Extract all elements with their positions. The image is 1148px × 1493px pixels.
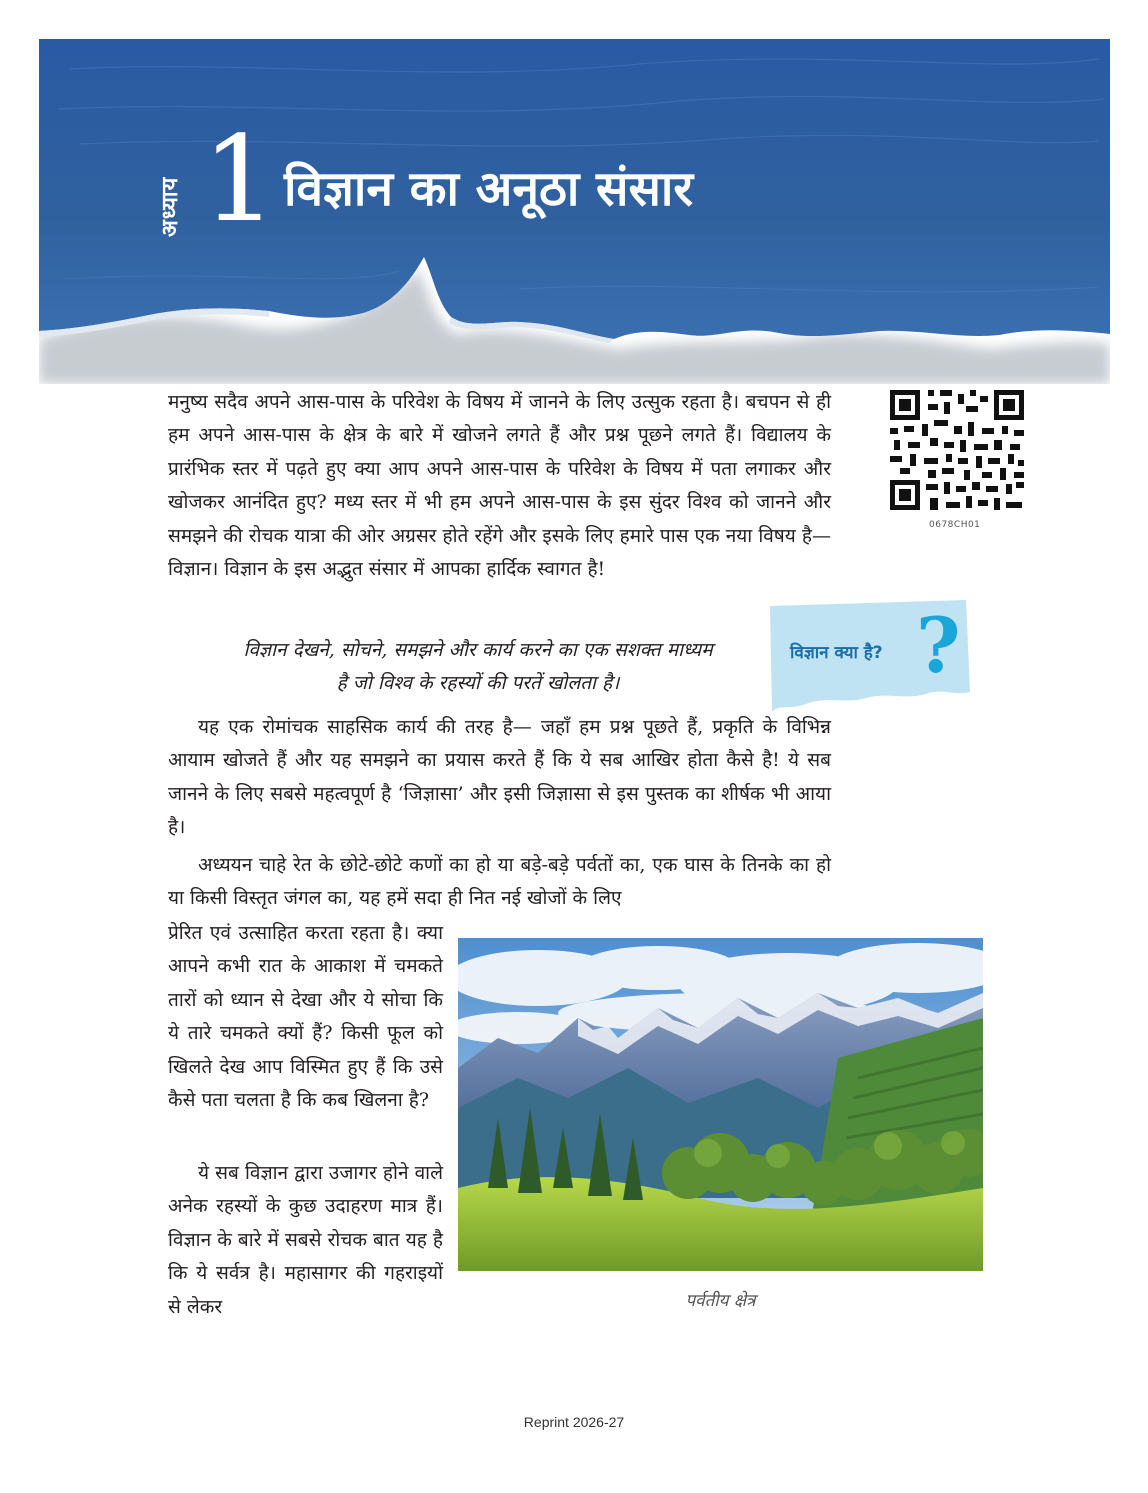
figure-caption: पर्वतीय क्षेत्र — [685, 1291, 756, 1311]
paragraph-study: अध्ययन चाहे रेत के छोटे-छोटे कणों का हो या बड़े-बड़े पर्वतों का, एक घास के तिनके का हो या किसी विस्तृत जंगल का, यह हमें सदा ही नित नई खोजों के लिए — [168, 854, 832, 910]
chapter-label: अध्याय — [157, 176, 183, 238]
qr-code-graphic — [886, 386, 1028, 514]
quote-line-2: है जो विश्व के रहस्यों की परतें खोलता है। — [336, 672, 620, 695]
intro-paragraph: मनुष्य सदैव अपने आस-पास के परिवेश के विषय में जानने के लिए उत्सुक रहता है। बचपन से ही हम अपने आस-पास के क्षेत्र के बारे में खोजने लगते हैं और प्रश्न पूछने लगते हैं। विद्यालय के प्रारंभिक स्तर में पढ़ते हुए क्या आप अपने आस-पास के परिवेश के विषय में पता लगाकर और खोजकर आनंदित हुए? मध्य स्तर में भी हम अपने आस-पास के इस सुंदर विश्व को जानने और समझने की रोचक यात्रा की ओर अग्रसर होते रहेंगे और इसके लिए हमारे पास एक नया विषय है— विज्ञान। विज्ञान के इस अद्भुत संसार में आपका हार्दिक स्वागत है! — [168, 391, 831, 581]
qr-code-label: 0678CH01 — [929, 520, 981, 530]
mountain-landscape-illustration — [458, 938, 983, 1271]
footer-reprint: Reprint 2026-27 — [523, 1414, 625, 1430]
highlight-quote — [168, 634, 788, 701]
qr-code-icon[interactable] — [886, 386, 1028, 514]
paragraph-curiosity: यह एक रोमांचक साहसिक कार्य की तरह है— जहाँ हम प्रश्न पूछते हैं, प्रकृति के विभिन्न आयाम खोजते हैं और यह समझने का प्रयास करते हैं कि ये सब आखिर होता कैसे है! ये सब जानने के लिए सबसे महत्वपूर्ण है ‘जिज्ञासा’ और इसी जिज्ञासा से इस पुस्तक का शीर्षक भी आया है। — [168, 716, 831, 839]
paragraph-mysteries: ये सब विज्ञान द्वारा उजागर होने वाले अनेक रहस्यों के कुछ उदाहरण मात्र हैं। विज्ञान के बारे में सबसे रोचक बात यह है कि ये सर्वत्र है। महासागर की गहराइयों से लेकर — [168, 1162, 443, 1318]
side-note-what-is-science — [766, 600, 972, 718]
chapter-number: 1 — [202, 110, 278, 248]
side-note-text: विज्ञान क्या है? — [790, 643, 883, 663]
question-mark-icon: ? — [916, 601, 961, 690]
chapter-title: विज्ञान का अनूठा संसार — [284, 161, 693, 217]
mountain-landscape-image — [458, 938, 983, 1271]
paragraph-inspire: प्रेरित एवं उत्साहित करता रहता है। क्या आपने कभी रात के आकाश में चमकते तारों को ध्यान से देखा और ये सोचा कि ये तारे चमकते क्यों हैं? किसी फूल को खिलते देख आप विस्मित हुए हैं कि उसे कैसे पता चलता है कि कब खिलना है? — [168, 922, 443, 1112]
quote-line-1: विज्ञान देखने, सोचने, समझने और कार्य करने का एक सशक्त माध्यम — [243, 639, 713, 661]
